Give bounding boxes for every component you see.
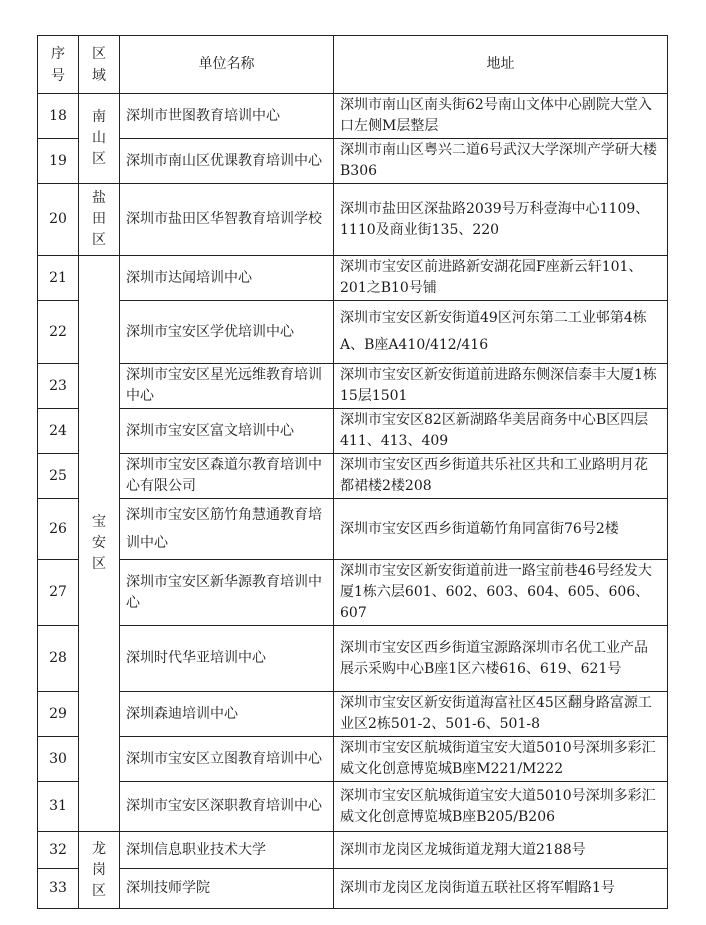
row-index: 23 bbox=[38, 364, 79, 409]
unit-name: 深圳市世图教育培训中心 bbox=[120, 94, 334, 139]
unit-name: 深圳市宝安区学优培训中心 bbox=[120, 301, 334, 364]
unit-address: 深圳市龙岗区龙城街道龙翔大道2188号 bbox=[334, 832, 668, 869]
row-index: 31 bbox=[38, 782, 79, 832]
table-row bbox=[38, 364, 668, 409]
district-label: 南山区 bbox=[92, 109, 106, 167]
unit-address: 深圳市宝安区西乡街道簕竹角同富街76号2楼 bbox=[334, 499, 668, 560]
table-row bbox=[38, 832, 668, 869]
unit-address: 深圳市宝安区西乡街道共乐社区共和工业路明月花都裙楼2楼208 bbox=[334, 454, 668, 499]
district-cell-yantian bbox=[79, 184, 120, 256]
unit-address: 深圳市盐田区深盐路2039号万科壹海中心1109、1110及商业街135、220 bbox=[334, 184, 668, 256]
table-row bbox=[38, 782, 668, 832]
row-index: 20 bbox=[38, 184, 79, 256]
row-index: 29 bbox=[38, 692, 79, 737]
unit-name: 深圳市南山区优课教育培训中心 bbox=[120, 139, 334, 184]
unit-address: 深圳市宝安区航城街道宝安大道5010号深圳多彩汇威文化创意博览城B座M221/M222 bbox=[334, 737, 668, 782]
unit-address: 深圳市宝安区82区新湖路华美居商务中心B区四层411、413、409 bbox=[334, 409, 668, 454]
table-row bbox=[38, 626, 668, 692]
unit-address: 深圳市宝安区西乡街道宝源路深圳市名优工业产品展示采购中心B座1区六楼616、619、621号 bbox=[334, 626, 668, 692]
district-cell-baoan bbox=[79, 256, 120, 832]
unit-address: 深圳市龙岗区龙岗街道五联社区将军帽路1号 bbox=[334, 869, 668, 909]
row-index: 33 bbox=[38, 869, 79, 909]
row-index: 26 bbox=[38, 499, 79, 560]
row-index: 22 bbox=[38, 301, 79, 364]
table-row bbox=[38, 737, 668, 782]
district-label: 盐田区 bbox=[92, 190, 106, 248]
table-header-row bbox=[38, 36, 668, 94]
row-index: 19 bbox=[38, 139, 79, 184]
district-label: 龙岗区 bbox=[92, 840, 106, 899]
row-index: 32 bbox=[38, 832, 79, 869]
unit-name: 深圳市盐田区华智教育培训学校 bbox=[120, 184, 334, 256]
unit-address: 深圳市南山区粤兴二道6号武汉大学深圳产学研大楼B306 bbox=[334, 139, 668, 184]
unit-name: 深圳技师学院 bbox=[120, 869, 334, 909]
row-index: 28 bbox=[38, 626, 79, 692]
table-row bbox=[38, 454, 668, 499]
table-row bbox=[38, 256, 668, 301]
table-row bbox=[38, 692, 668, 737]
unit-name: 深圳市宝安区富文培训中心 bbox=[120, 409, 334, 454]
row-index: 21 bbox=[38, 256, 79, 301]
unit-name: 深圳市宝安区星光远维教育培训中心 bbox=[120, 364, 334, 409]
unit-address: 深圳市宝安区新安街道前进一路宝前巷46号经发大厦1栋六层601、602、603、604、605、606、607 bbox=[334, 560, 668, 626]
header-name: 单位名称 bbox=[120, 36, 334, 94]
table-row bbox=[38, 139, 668, 184]
row-index: 27 bbox=[38, 560, 79, 626]
table-row bbox=[38, 301, 668, 364]
unit-name: 深圳市达闻培训中心 bbox=[120, 256, 334, 301]
district-cell-nanshan bbox=[79, 94, 120, 184]
unit-name: 深圳市宝安区立图教育培训中心 bbox=[120, 737, 334, 782]
institution-table bbox=[37, 35, 668, 909]
table-row bbox=[38, 560, 668, 626]
row-index: 30 bbox=[38, 737, 79, 782]
unit-name: 深圳信息职业技术大学 bbox=[120, 832, 334, 869]
row-index: 24 bbox=[38, 409, 79, 454]
row-index: 25 bbox=[38, 454, 79, 499]
unit-name: 深圳市宝安区新华源教育培训中心 bbox=[120, 560, 334, 626]
unit-address: 深圳市宝安区航城街道宝安大道5010号深圳多彩汇威文化创意博览城B座B205/B206 bbox=[334, 782, 668, 832]
table-row bbox=[38, 94, 668, 139]
unit-name: 深圳森迪培训中心 bbox=[120, 692, 334, 737]
unit-name: 深圳市宝安区森道尔教育培训中心有限公司 bbox=[120, 454, 334, 499]
header-index: 序号 bbox=[38, 36, 79, 94]
unit-address: 深圳市宝安区新安街道海富社区45区翻身路富源工业区2栋501-2、501-6、501-8 bbox=[334, 692, 668, 737]
unit-name: 深圳时代华亚培训中心 bbox=[120, 626, 334, 692]
district-label: 宝安区 bbox=[92, 514, 106, 572]
table-row bbox=[38, 184, 668, 256]
unit-address: 深圳市南山区南头街62号南山文体中心剧院大堂入口左侧M层整层 bbox=[334, 94, 668, 139]
table-row bbox=[38, 409, 668, 454]
unit-address: 深圳市宝安区前进路新安湖花园F座新云轩101、201之B10号铺 bbox=[334, 256, 668, 301]
header-district: 区域 bbox=[79, 36, 120, 94]
unit-address: 深圳市宝安区新安街道前进路东侧深信泰丰大厦1栋15层1501 bbox=[334, 364, 668, 409]
district-cell-longgang bbox=[79, 832, 120, 909]
unit-name: 深圳市宝安区筋竹角慧通教育培训中心 bbox=[120, 499, 334, 560]
header-address: 地址 bbox=[334, 36, 668, 94]
table-row bbox=[38, 869, 668, 909]
row-index: 18 bbox=[38, 94, 79, 139]
table-row bbox=[38, 499, 668, 560]
unit-name: 深圳市宝安区深职教育培训中心 bbox=[120, 782, 334, 832]
unit-address: 深圳市宝安区新安街道49区河东第二工业邨第4栋A、B座A410/412/416 bbox=[334, 301, 668, 364]
